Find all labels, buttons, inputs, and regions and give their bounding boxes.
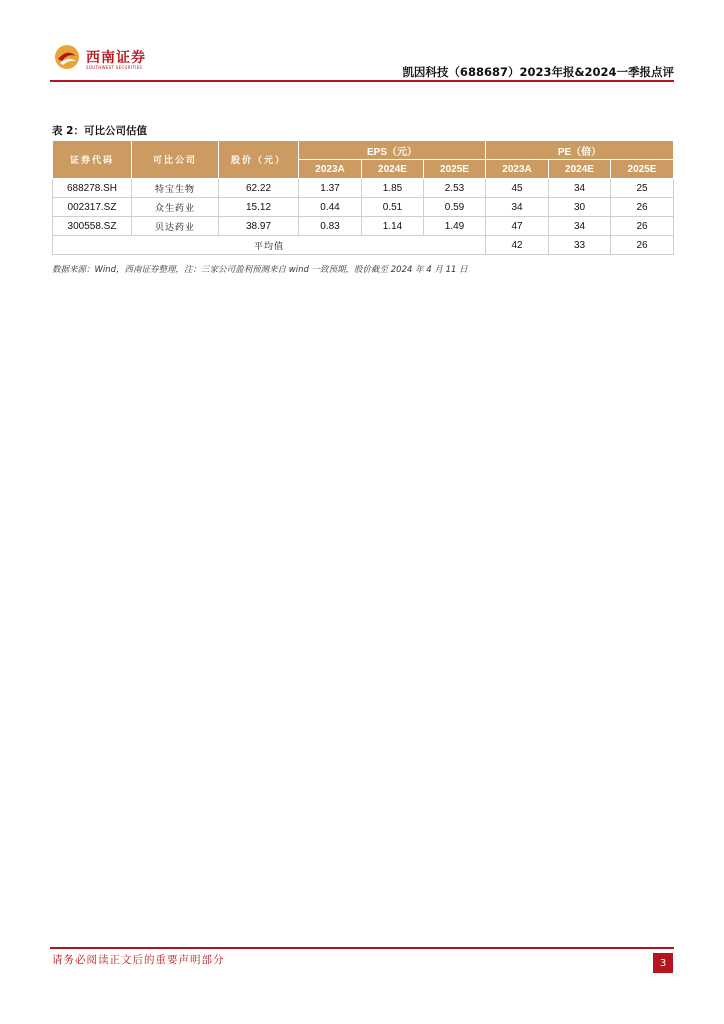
- cell-pe: 34: [549, 217, 611, 236]
- cell-company: 贝达药业: [132, 217, 219, 236]
- cell-eps: 1.37: [299, 179, 362, 198]
- comparable-valuation-table: [52, 140, 674, 255]
- cell-pe: 30: [549, 198, 611, 217]
- table-row: [53, 198, 674, 217]
- cell-pe: 25: [611, 179, 674, 198]
- logo-emblem-icon: [54, 44, 80, 70]
- column-header-price: 股价（元）: [219, 141, 299, 179]
- table-row: [53, 217, 674, 236]
- cell-pe: 45: [486, 179, 549, 198]
- cell-average-pe: 26: [611, 236, 674, 255]
- cell-price: 15.12: [219, 198, 299, 217]
- cell-eps: 0.59: [424, 198, 486, 217]
- column-header-company: 可比公司: [132, 141, 219, 179]
- column-header-pe-year: 2024E: [549, 160, 611, 179]
- cell-average-label: 平均值: [53, 236, 486, 255]
- cell-eps: 0.83: [299, 217, 362, 236]
- page-number: 3: [653, 953, 673, 973]
- cell-pe: 26: [611, 217, 674, 236]
- column-header-eps-year: 2025E: [424, 160, 486, 179]
- cell-eps: 0.51: [362, 198, 424, 217]
- cell-company: 众生药业: [132, 198, 219, 217]
- cell-code: 300558.SZ: [53, 217, 132, 236]
- table-caption: 表 2：可比公司估值: [52, 125, 147, 137]
- cell-code: 688278.SH: [53, 179, 132, 198]
- cell-price: 62.22: [219, 179, 299, 198]
- cell-eps: 1.85: [362, 179, 424, 198]
- logo-text-en: SOUTHWEST SECURITIES: [86, 65, 143, 70]
- logo-text-cn: 西南证券: [86, 50, 146, 66]
- company-logo: [54, 44, 154, 74]
- column-group-eps: EPS（元）: [299, 141, 486, 160]
- cell-eps: 1.49: [424, 217, 486, 236]
- footer-divider: [50, 947, 674, 949]
- column-header-pe-year: 2025E: [611, 160, 674, 179]
- cell-eps: 2.53: [424, 179, 486, 198]
- table-row: [53, 179, 674, 198]
- column-header-eps-year: 2024E: [362, 160, 424, 179]
- cell-company: 特宝生物: [132, 179, 219, 198]
- footer-disclaimer: 请务必阅读正文后的重要声明部分: [52, 954, 225, 966]
- column-header-eps-year: 2023A: [299, 160, 362, 179]
- cell-average-pe: 42: [486, 236, 549, 255]
- cell-pe: 34: [549, 179, 611, 198]
- cell-eps: 0.44: [299, 198, 362, 217]
- column-header-code: 证券代码: [53, 141, 132, 179]
- header-divider: [50, 80, 674, 82]
- cell-price: 38.97: [219, 217, 299, 236]
- column-header-pe-year: 2023A: [486, 160, 549, 179]
- cell-code: 002317.SZ: [53, 198, 132, 217]
- column-group-pe: PE（倍）: [486, 141, 674, 160]
- cell-pe: 47: [486, 217, 549, 236]
- cell-average-pe: 33: [549, 236, 611, 255]
- cell-pe: 34: [486, 198, 549, 217]
- source-note: 数据来源：Wind，西南证券整理，注：三家公司盈利预测来自 wind 一致预期，股价截至 2024 年 4 月 11 日: [52, 265, 468, 275]
- cell-pe: 26: [611, 198, 674, 217]
- cell-eps: 1.14: [362, 217, 424, 236]
- table-row-average: [53, 236, 674, 255]
- report-title: 凯因科技（688687）2023年报&2024一季报点评: [402, 65, 674, 79]
